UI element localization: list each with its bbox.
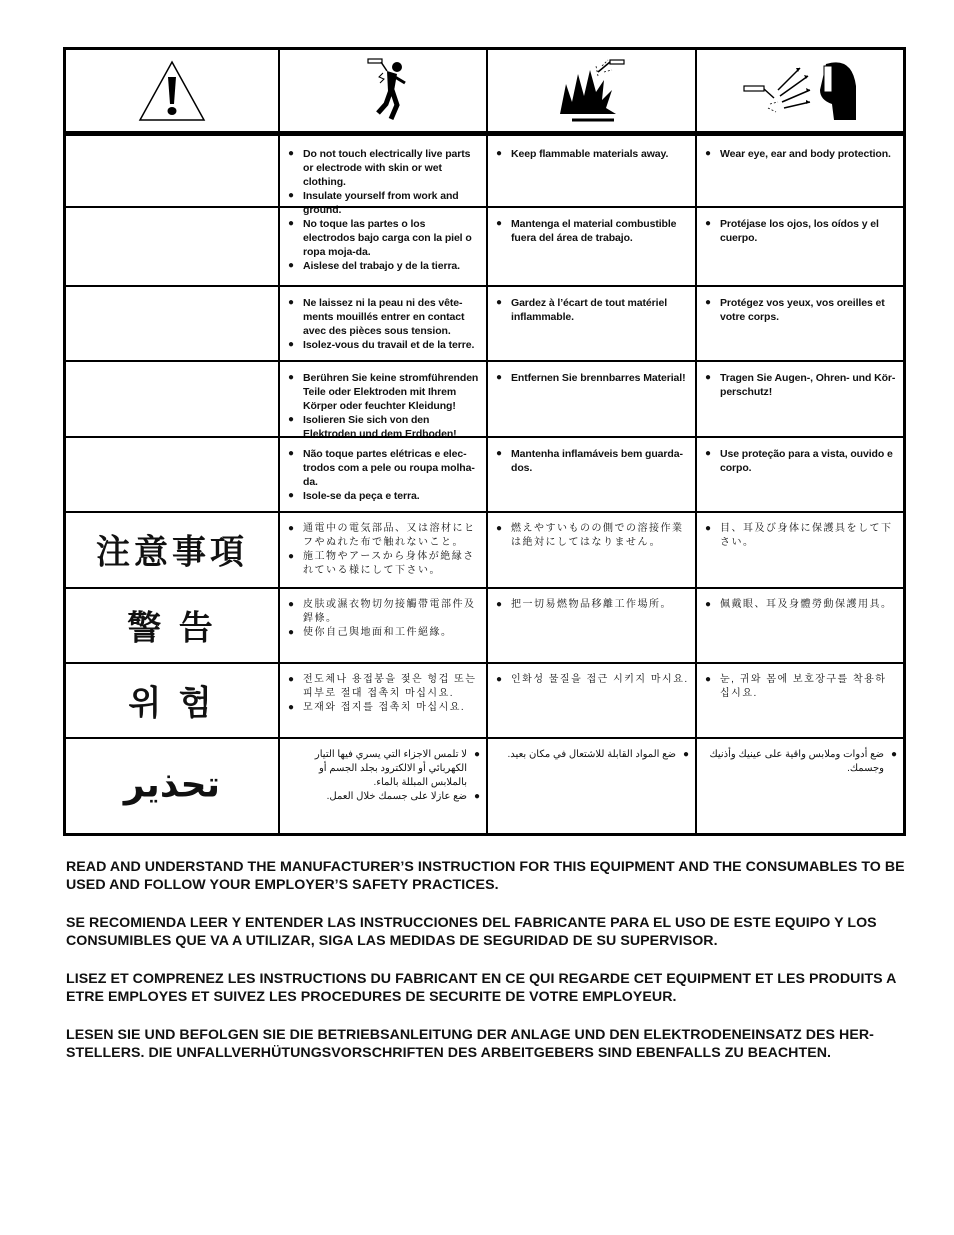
instruction-item: ● Não toque partes elétricas e elec-trodos com a pele ou roupa molha-da. xyxy=(288,447,480,489)
instruction-item: ● Use proteção para a vista, ouvido e corpo. xyxy=(705,447,897,475)
instruction-item: ● 施工物やアースから身体が絶縁されている様にして下さい。 xyxy=(288,550,480,578)
instruction-list xyxy=(488,136,695,161)
protection-instructions-cell xyxy=(695,360,903,436)
instruction-list xyxy=(697,136,903,161)
language-label: 警 告 xyxy=(127,609,217,647)
instruction-item: ● Entfernen Sie brennbarres Material! xyxy=(496,371,689,385)
instruction-item: ● Protégez vos yeux, vos oreilles et votre corps. xyxy=(705,296,897,324)
instruction-list xyxy=(697,436,903,475)
language-label-cell xyxy=(66,360,278,436)
instruction-list xyxy=(488,360,695,385)
instruction-list xyxy=(488,737,695,762)
fire-instructions-cell xyxy=(486,587,695,662)
shock-instructions-cell xyxy=(278,206,486,285)
fire-instructions-cell xyxy=(486,436,695,511)
protection-instructions-cell xyxy=(695,587,903,662)
instruction-item: ● 모재와 접지를 접촉치 마십시요. xyxy=(288,701,480,715)
instruction-item: ● 使你自己與地面和工件絕緣。 xyxy=(288,626,480,640)
instruction-item: ● Tragen Sie Augen-, Ohren- und Kör-perschutz! xyxy=(705,371,897,399)
shock-instructions-cell xyxy=(278,737,486,833)
instruction-item: ● 目、耳及び身体に保護具をして下さい。 xyxy=(705,522,897,550)
instruction-list xyxy=(280,360,486,441)
shock-instructions-cell xyxy=(278,436,486,511)
instruction-list xyxy=(280,587,486,640)
warning-triangle-icon xyxy=(137,59,207,123)
safety-warning-table xyxy=(63,47,906,836)
language-label-cell xyxy=(66,436,278,511)
shock-instructions-cell xyxy=(278,285,486,360)
table-row xyxy=(66,737,903,833)
language-label-cell xyxy=(66,511,278,587)
instruction-list xyxy=(280,436,486,503)
instruction-item: ● Protéjase los ojos, los oídos y el cuerpo. xyxy=(705,217,897,245)
language-label-cell xyxy=(66,285,278,360)
protection-instructions-cell xyxy=(695,662,903,737)
footer-paragraph: LISEZ ET COMPRENEZ LES INSTRUCTIONS DU FABRICANT EN CE QUI REGARDE CET EQUIPMENT ET LES PRODUITS A ETRE EMPLOYES ET SUIVEZ LES PROCEDURES DE SECURITE DE VOTRE EMPLOYEUR. xyxy=(66,971,896,1005)
instruction-item: ● Keep flammable materials away. xyxy=(496,147,689,161)
language-label-cell xyxy=(66,587,278,662)
face-shield-arc-icon xyxy=(740,56,860,126)
fire-instructions-cell xyxy=(486,285,695,360)
protection-instructions-cell xyxy=(695,511,903,587)
instruction-list xyxy=(488,206,695,245)
table-row xyxy=(66,136,903,216)
instruction-item: ● Isolez-vous du travail et de la terre. xyxy=(288,338,480,352)
footer-paragraph: LESEN SIE UND BEFOLGEN SIE DIE BETRIEBSANLEITUNG DER ANLAGE UND DEN ELEKTRODENEINSATZ DES HER-STELLERS. DIE UNFALLVERHÜTUNGSVORSCHRIFTEN DES ARBEITGEBERS SIND EBENFALLS ZU BEACHTEN. xyxy=(66,1027,874,1061)
instruction-item: ● 燃えやすいものの側での溶接作業は絶対にしてはなりません。 xyxy=(496,522,689,550)
table-row xyxy=(66,587,903,662)
table-row xyxy=(66,285,903,360)
fire-cell xyxy=(486,50,695,131)
footer-paragraph: READ AND UNDERSTAND THE MANUFACTURER’S INSTRUCTION FOR THIS EQUIPMENT AND THE CONSUMABLES TO BE USED AND FOLLOW YOUR EMPLOYER’S SAFETY PRACTICES. xyxy=(66,859,905,893)
explosion-spark-icon xyxy=(552,56,632,126)
instruction-item: ● Mantenha inflamáveis bem guarda-dos. xyxy=(496,447,689,475)
warning-cell xyxy=(66,50,278,131)
eye-protection-cell xyxy=(695,50,903,131)
fire-instructions-cell xyxy=(486,206,695,285)
instruction-list xyxy=(697,285,903,324)
language-label-cell xyxy=(66,662,278,737)
fire-instructions-cell xyxy=(486,737,695,833)
table-row xyxy=(66,511,903,587)
instruction-item: ● 전도체나 용접봉을 젖은 헝겁 또는 피부로 절대 접촉치 마십시요. xyxy=(288,673,480,701)
protection-instructions-cell xyxy=(695,737,903,833)
protection-instructions-cell xyxy=(695,136,903,206)
instruction-item: ● Gardez à l’écart de tout matériel inflammable. xyxy=(496,296,689,324)
fire-instructions-cell xyxy=(486,136,695,206)
protection-instructions-cell xyxy=(695,285,903,360)
table-row xyxy=(66,436,903,511)
instruction-item: ● Ne laissez ni la peau ni des vête-ments mouillés entrer en contact avec des pièces sous tension. xyxy=(288,296,480,338)
instruction-list xyxy=(488,587,695,612)
instruction-list xyxy=(280,285,486,352)
instruction-item: ● Insulate yourself from work and ground. xyxy=(288,189,480,217)
instruction-item: ● 佩戴眼、耳及身體勞動保護用具。 xyxy=(705,598,897,612)
instruction-item: ● Berühren Sie keine stromführenden Teile oder Elektroden mit Ihrem Körper oder feuchter Kleidung! xyxy=(288,371,480,413)
instruction-item: ● لا تلمس الاجزاء التي يسري فيها التيار الكهربائي أو الالكترود بجلد الجسم أو بالملابس المبللة بالماء. xyxy=(288,748,480,790)
language-label: تحذير xyxy=(123,764,221,806)
instruction-list xyxy=(280,662,486,715)
instruction-item: ● Mantenga el material combustible fuera del área de trabajo. xyxy=(496,217,689,245)
language-label-cell xyxy=(66,206,278,285)
shock-instructions-cell xyxy=(278,136,486,216)
instruction-list xyxy=(697,511,903,550)
language-label-cell xyxy=(66,737,278,833)
instruction-item: ● Isolieren Sie sich von den Elektroden und dem Erdboden! xyxy=(288,413,480,441)
instruction-item: ● No toque las partes o los electrodos bajo carga con la piel o ropa moja-da. xyxy=(288,217,480,259)
table-row xyxy=(66,360,903,440)
instruction-item: ● ضع المواد القابلة للاشتعال في مكان بعيد. xyxy=(496,748,689,762)
instruction-list xyxy=(280,511,486,578)
table-row xyxy=(66,662,903,737)
language-label: 위 험 xyxy=(128,684,216,722)
protection-instructions-cell xyxy=(695,206,903,285)
instruction-item: ● Do not touch electrically live parts or electrode with skin or wet clothing. xyxy=(288,147,480,189)
shock-instructions-cell xyxy=(278,662,486,737)
instruction-list xyxy=(697,587,903,612)
instruction-list xyxy=(280,206,486,273)
fire-instructions-cell xyxy=(486,360,695,436)
fire-instructions-cell xyxy=(486,511,695,587)
shock-instructions-cell xyxy=(278,360,486,440)
instruction-item: ● ضع عازلا على جسمك خلال العمل. xyxy=(288,790,480,804)
instruction-item: ● 把一切易燃物品移離工作場所。 xyxy=(496,598,689,612)
table-row xyxy=(66,206,903,285)
instruction-list xyxy=(280,737,486,804)
instruction-item: ● 通電中の電気部品、又は溶材にヒフやぬれた布で触れないこと。 xyxy=(288,522,480,550)
instruction-list xyxy=(697,737,903,776)
instruction-list xyxy=(280,136,486,217)
instruction-item: ● Isole-se da peça e terra. xyxy=(288,489,480,503)
instruction-list xyxy=(697,360,903,399)
instruction-item: ● 인화성 물질을 접근 시키지 마시요. xyxy=(496,673,689,687)
shock-cell xyxy=(278,50,486,131)
protection-instructions-cell xyxy=(695,436,903,511)
instruction-list xyxy=(697,206,903,245)
instruction-item: ● 皮肤或濕衣物切勿接觸帶電部件及銲條。 xyxy=(288,598,480,626)
instruction-list xyxy=(488,285,695,324)
instruction-item: ● Wear eye, ear and body protection. xyxy=(705,147,897,161)
instruction-item: ● 눈, 귀와 몸에 보호장구를 착용하십시요. xyxy=(705,673,897,701)
instruction-item: ● Aislese del trabajo y de la tierra. xyxy=(288,259,480,273)
language-label-cell xyxy=(66,136,278,206)
instruction-item: ● ضع أدوات وملابس واقية على عينيك وأذنيك وجسمك. xyxy=(705,748,897,776)
instruction-list xyxy=(488,662,695,687)
footer-paragraph: SE RECOMIENDA LEER Y ENTENDER LAS INSTRUCCIONES DEL FABRICANTE PARA EL USO DE ESTE EQUIPO Y LOS CONSUMIBLES QUE VA A UTILIZAR, SIGA LAS MEDIDAS DE SEGURIDAD DE SU SUPERVISOR. xyxy=(66,915,877,949)
icon-header-row xyxy=(66,50,903,131)
language-label: 注意事項 xyxy=(96,533,248,572)
shock-instructions-cell xyxy=(278,587,486,662)
instruction-list xyxy=(488,436,695,475)
shock-instructions-cell xyxy=(278,511,486,587)
electric-shock-icon xyxy=(353,57,413,125)
fire-instructions-cell xyxy=(486,662,695,737)
instruction-list xyxy=(488,511,695,550)
instruction-list xyxy=(697,662,903,701)
